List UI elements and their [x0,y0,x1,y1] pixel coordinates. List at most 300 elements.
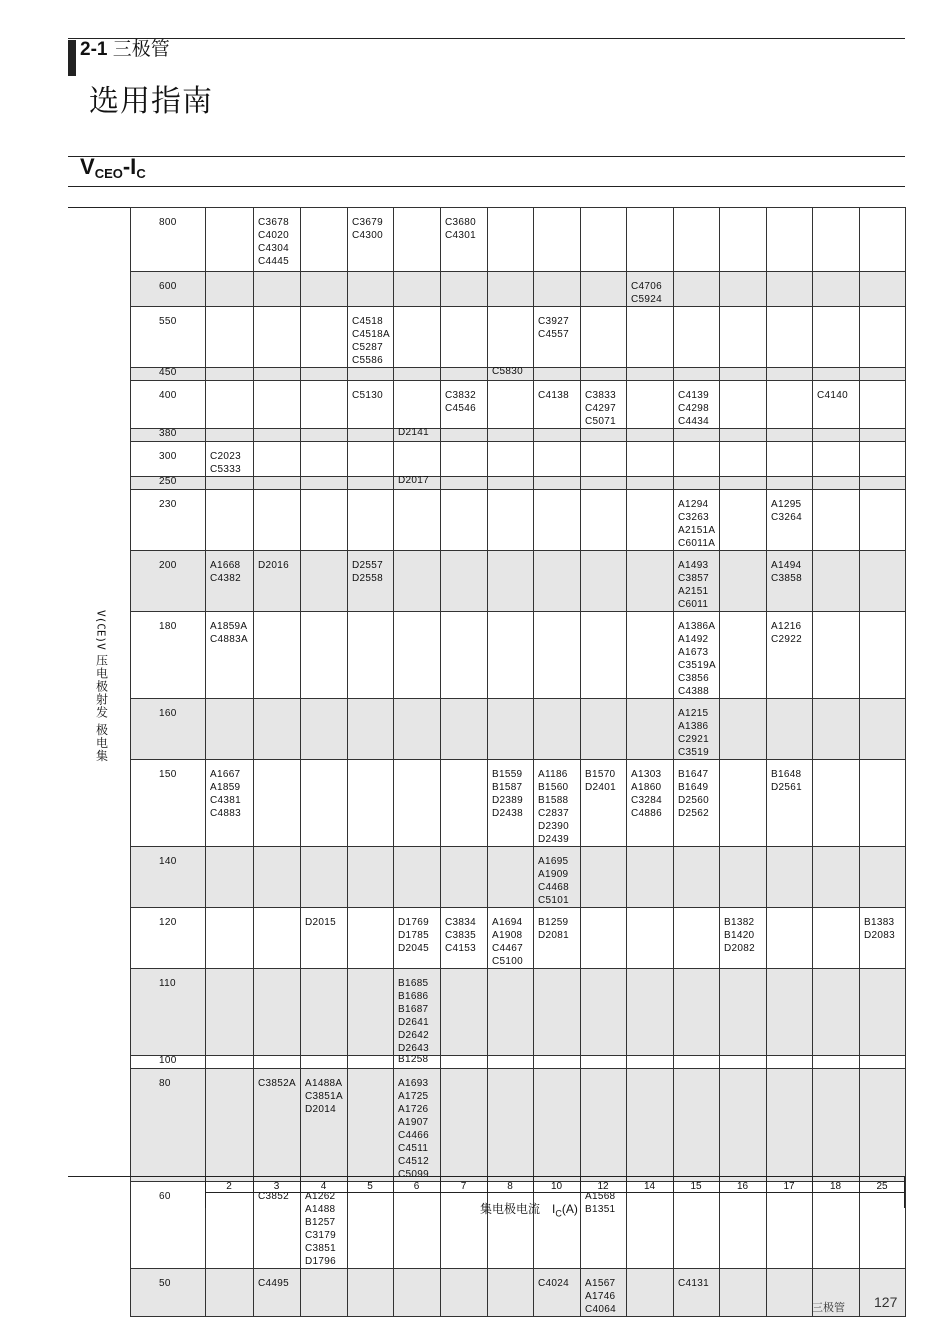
part-cell [767,272,813,307]
part-cell [534,307,581,368]
part-numbers [817,760,859,768]
part-numbers: A1488A C3851A D2014 [305,1078,343,1115]
part-numbers [817,490,859,498]
y-axis-label [86,606,116,762]
part-cell [348,429,394,442]
part-numbers: D2557 D2558 [352,560,383,584]
part-numbers [771,969,812,977]
part-numbers [445,1269,487,1277]
part-cell [627,490,674,551]
part-cell [720,208,767,272]
part-cell [813,1069,860,1182]
part-numbers [352,908,393,916]
part-numbers: A1294 C3263 A2151A C6011A [678,499,716,549]
part-cell [254,442,301,477]
part-cell [394,272,441,307]
part-numbers: B1647 B1649 D2560 D2562 [678,769,709,819]
part-cell [813,307,860,368]
voltage-cell: 250 [131,477,206,490]
part-cell [627,1269,674,1317]
part-numbers [258,699,300,707]
part-cell [254,429,301,442]
part-cell [767,477,813,490]
part-numbers [210,969,253,977]
part-cell [348,1056,394,1069]
part-cell [301,612,348,699]
part-cell [394,847,441,908]
part-numbers [817,272,859,280]
part-numbers: B1570 D2401 [585,769,616,793]
part-numbers [210,1069,253,1077]
part-cell [534,442,581,477]
part-numbers [724,272,766,280]
part-cell [441,760,488,847]
chart-title-dash-i: -I [122,154,137,179]
rule [68,156,905,157]
part-cell [860,442,906,477]
part-numbers: B1259 D2081 [538,917,569,941]
part-numbers [445,699,487,707]
part-numbers [631,1069,673,1077]
part-cell [581,368,627,381]
part-cell [394,490,441,551]
part-numbers [631,490,673,498]
part-cell [534,272,581,307]
part-cell [206,442,254,477]
part-numbers [210,908,253,916]
part-numbers [492,1269,533,1277]
part-numbers [398,699,440,707]
part-numbers: D2141 [398,427,429,438]
x-tick-label: 8 [507,1181,513,1192]
part-cell [394,908,441,969]
part-numbers [398,272,440,280]
part-cell [394,1056,441,1069]
part-cell [206,1069,254,1182]
part-cell [720,908,767,969]
part-cell [534,1056,581,1069]
part-numbers [771,908,812,916]
part-cell [441,307,488,368]
part-numbers: C3833 C4297 C5071 [585,390,616,427]
part-numbers [492,307,533,315]
part-cell [206,1056,254,1069]
part-cell [394,381,441,429]
voltage-cell: 450 [131,368,206,381]
part-numbers: C3832 C4546 [445,390,476,414]
part-cell [254,368,301,381]
part-cell [254,699,301,760]
part-numbers [210,847,253,855]
part-cell [767,847,813,908]
x-tick-label: 25 [876,1181,888,1192]
part-cell [206,208,254,272]
part-cell [767,908,813,969]
part-cell [441,381,488,429]
x-axis-unit-i: I [552,1202,556,1216]
part-numbers [585,847,626,855]
section-marker-bar [68,40,76,76]
part-cell [394,1182,441,1269]
part-numbers: B1685 B1686 B1687 D2641 D2642 D2643 [398,978,429,1054]
part-cell [488,368,534,381]
part-cell [581,1056,627,1069]
part-numbers [585,699,626,707]
part-cell [627,551,674,612]
part-cell [860,847,906,908]
part-cell [720,551,767,612]
part-numbers [538,442,580,450]
part-cell [534,969,581,1056]
table-row [131,612,906,699]
part-cell [674,612,720,699]
part-cell [254,1269,301,1317]
part-cell [534,908,581,969]
part-numbers [258,908,300,916]
table-row [131,1056,906,1069]
table-row [131,1269,906,1317]
part-numbers [305,1269,347,1277]
part-cell [674,760,720,847]
part-cell [627,847,674,908]
part-numbers [631,442,673,450]
part-cell [813,847,860,908]
part-cell [674,490,720,551]
part-numbers [585,307,626,315]
part-cell [394,969,441,1056]
part-cell [206,307,254,368]
x-tick-label: 17 [783,1181,795,1192]
part-cell [674,1269,720,1317]
part-cell [627,1056,674,1069]
part-numbers [585,272,626,280]
part-numbers: D2017 [398,475,429,486]
part-numbers: D2016 [258,560,289,571]
part-numbers: A1262 A1488 B1257 C3179 C3851 D1796 [305,1191,336,1267]
part-numbers [585,1069,626,1077]
part-numbers [492,612,533,620]
part-numbers: C2023 C5333 [210,451,241,475]
part-numbers [771,208,812,216]
part-cell [348,368,394,381]
part-numbers [305,442,347,450]
part-cell [441,847,488,908]
part-cell [301,760,348,847]
part-cell [720,612,767,699]
part-cell [301,272,348,307]
part-cell [767,208,813,272]
part-numbers [258,847,300,855]
part-numbers [817,612,859,620]
part-numbers [724,699,766,707]
part-cell [394,307,441,368]
part-cell [581,760,627,847]
part-cell [488,908,534,969]
part-cell [674,307,720,368]
part-cell [813,612,860,699]
part-numbers [864,551,905,559]
part-cell [394,442,441,477]
part-cell [860,908,906,969]
part-cell [767,969,813,1056]
part-numbers [398,442,440,450]
part-cell [394,477,441,490]
part-numbers [305,381,347,389]
part-numbers: A1668 C4382 [210,560,241,584]
part-cell [813,272,860,307]
part-numbers [352,1269,393,1277]
part-numbers [445,551,487,559]
part-cell [534,612,581,699]
x-tick-label: 2 [226,1181,232,1192]
part-numbers [724,551,766,559]
part-cell [860,477,906,490]
x-axis-unit [552,1202,578,1219]
part-cell [720,442,767,477]
part-cell [488,612,534,699]
x-tick-label: 16 [736,1181,749,1192]
part-cell [674,969,720,1056]
part-cell [674,699,720,760]
part-cell [441,490,488,551]
part-numbers [305,272,347,280]
part-cell [488,477,534,490]
part-numbers: C4518 C4518A C5287 C5586 [352,316,390,366]
part-cell [441,272,488,307]
part-numbers [258,969,300,977]
top-rule [68,38,905,39]
part-numbers: A1186 B1560 B1588 C2837 D2390 D2439 [538,769,569,845]
part-cell [301,699,348,760]
part-cell [394,612,441,699]
table-row [131,272,906,307]
part-numbers [585,490,626,498]
part-cell [767,760,813,847]
part-cell [206,490,254,551]
part-cell [534,368,581,381]
part-cell [813,490,860,551]
x-tick-label: 3 [273,1181,280,1192]
part-cell [720,1269,767,1317]
part-cell [767,1069,813,1182]
part-numbers [398,551,440,559]
part-cell [206,368,254,381]
part-cell [720,381,767,429]
part-numbers [398,1269,440,1277]
part-cell [488,490,534,551]
part-numbers: A1303 A1860 C3284 C4886 [631,769,662,819]
part-numbers [305,612,347,620]
part-cell [674,368,720,381]
part-cell [301,208,348,272]
voltage-cell: 400 [131,381,206,429]
part-cell [534,477,581,490]
part-cell [627,1182,674,1269]
part-cell [581,208,627,272]
part-numbers [445,612,487,620]
table-row [131,1182,906,1269]
part-numbers [210,272,253,280]
part-cell [301,847,348,908]
part-numbers [492,969,533,977]
part-numbers [352,760,393,768]
part-cell [254,208,301,272]
part-numbers [492,551,533,559]
part-cell [441,429,488,442]
part-numbers [352,699,393,707]
part-numbers [864,1269,905,1277]
part-cell [581,1182,627,1269]
part-cell [767,699,813,760]
part-numbers [817,969,859,977]
part-cell [488,442,534,477]
part-cell [860,490,906,551]
part-cell [813,442,860,477]
part-numbers [724,208,766,216]
part-cell [348,208,394,272]
part-numbers [352,612,393,620]
part-numbers: A1386A A1492 A1673 C3519A C3856 C4388 [678,621,716,697]
part-numbers [538,699,580,707]
part-cell [813,699,860,760]
part-numbers [864,272,905,280]
part-numbers [724,969,766,977]
table-row [131,760,906,847]
part-numbers [631,969,673,977]
part-numbers [258,760,300,768]
part-numbers [398,760,440,768]
part-numbers: C3679 C4300 [352,217,383,241]
part-numbers [724,442,766,450]
part-cell [206,908,254,969]
part-numbers [352,490,393,498]
part-numbers: C3852A [258,1078,296,1089]
part-cell [720,429,767,442]
part-numbers [305,760,347,768]
part-numbers [585,612,626,620]
part-numbers [352,969,393,977]
part-cell [581,1269,627,1317]
part-numbers [352,847,393,855]
part-numbers [492,208,533,216]
part-cell [534,551,581,612]
part-numbers [210,307,253,315]
part-cell [581,381,627,429]
part-numbers [305,847,347,855]
part-numbers [538,969,580,977]
part-numbers [305,699,347,707]
part-cell [206,551,254,612]
part-cell [488,429,534,442]
part-numbers [631,612,673,620]
part-cell [581,307,627,368]
part-numbers [352,272,393,280]
part-numbers [631,1269,673,1277]
part-cell [301,429,348,442]
voltage-cell: 120 [131,908,206,969]
part-cell [206,477,254,490]
part-cell [254,1182,301,1269]
x-axis-baseline [205,1192,905,1193]
part-numbers: C3678 C4020 C4304 C4445 [258,217,289,267]
part-cell [488,272,534,307]
part-numbers [352,1069,393,1077]
part-cell [813,760,860,847]
part-numbers [678,442,719,450]
part-cell [441,1069,488,1182]
part-cell [813,969,860,1056]
part-numbers: C4024 [538,1278,569,1289]
part-cell [488,381,534,429]
part-numbers [771,381,812,389]
part-cell [254,490,301,551]
part-numbers [817,551,859,559]
part-numbers: C4140 [817,390,848,401]
part-cell [254,908,301,969]
part-numbers [864,490,905,498]
part-cell [627,429,674,442]
part-cell [674,1069,720,1182]
table-row [131,699,906,760]
part-numbers [817,847,859,855]
part-cell [206,1269,254,1317]
part-numbers: B1648 D2561 [771,769,802,793]
part-cell [674,1056,720,1069]
part-numbers [771,1069,812,1077]
part-cell [254,969,301,1056]
part-numbers: A1667 A1859 C4381 C4883 [210,769,241,819]
part-cell [720,490,767,551]
part-numbers [258,381,300,389]
part-numbers [678,908,719,916]
part-cell [534,760,581,847]
part-cell [720,1069,767,1182]
part-cell [581,477,627,490]
part-cell [860,1069,906,1182]
part-numbers [585,908,626,916]
part-cell [348,477,394,490]
part-cell [720,368,767,381]
part-cell [860,208,906,272]
part-numbers: A1694 A1908 C4467 C5100 [492,917,523,967]
part-cell [301,1182,348,1269]
part-numbers [538,551,580,559]
part-cell [581,969,627,1056]
part-numbers: C3927 C4557 [538,316,569,340]
part-cell [488,1069,534,1182]
part-cell [627,272,674,307]
part-cell [348,490,394,551]
table-row [131,490,906,551]
part-numbers [445,760,487,768]
x-tick-line [904,1176,905,1208]
part-numbers [445,847,487,855]
part-cell [720,699,767,760]
page-title: 选用指南 [89,85,213,118]
part-numbers [724,847,766,855]
part-cell [627,442,674,477]
part-numbers: A1215 A1386 C2921 C3519 [678,708,709,758]
voltage-cell: 150 [131,760,206,847]
part-cell [254,307,301,368]
part-cell [488,1182,534,1269]
part-cell [627,208,674,272]
part-cell [348,551,394,612]
x-tick-label: 15 [690,1181,702,1192]
part-numbers [864,307,905,315]
part-numbers: C3852 [258,1191,289,1202]
part-cell [767,442,813,477]
